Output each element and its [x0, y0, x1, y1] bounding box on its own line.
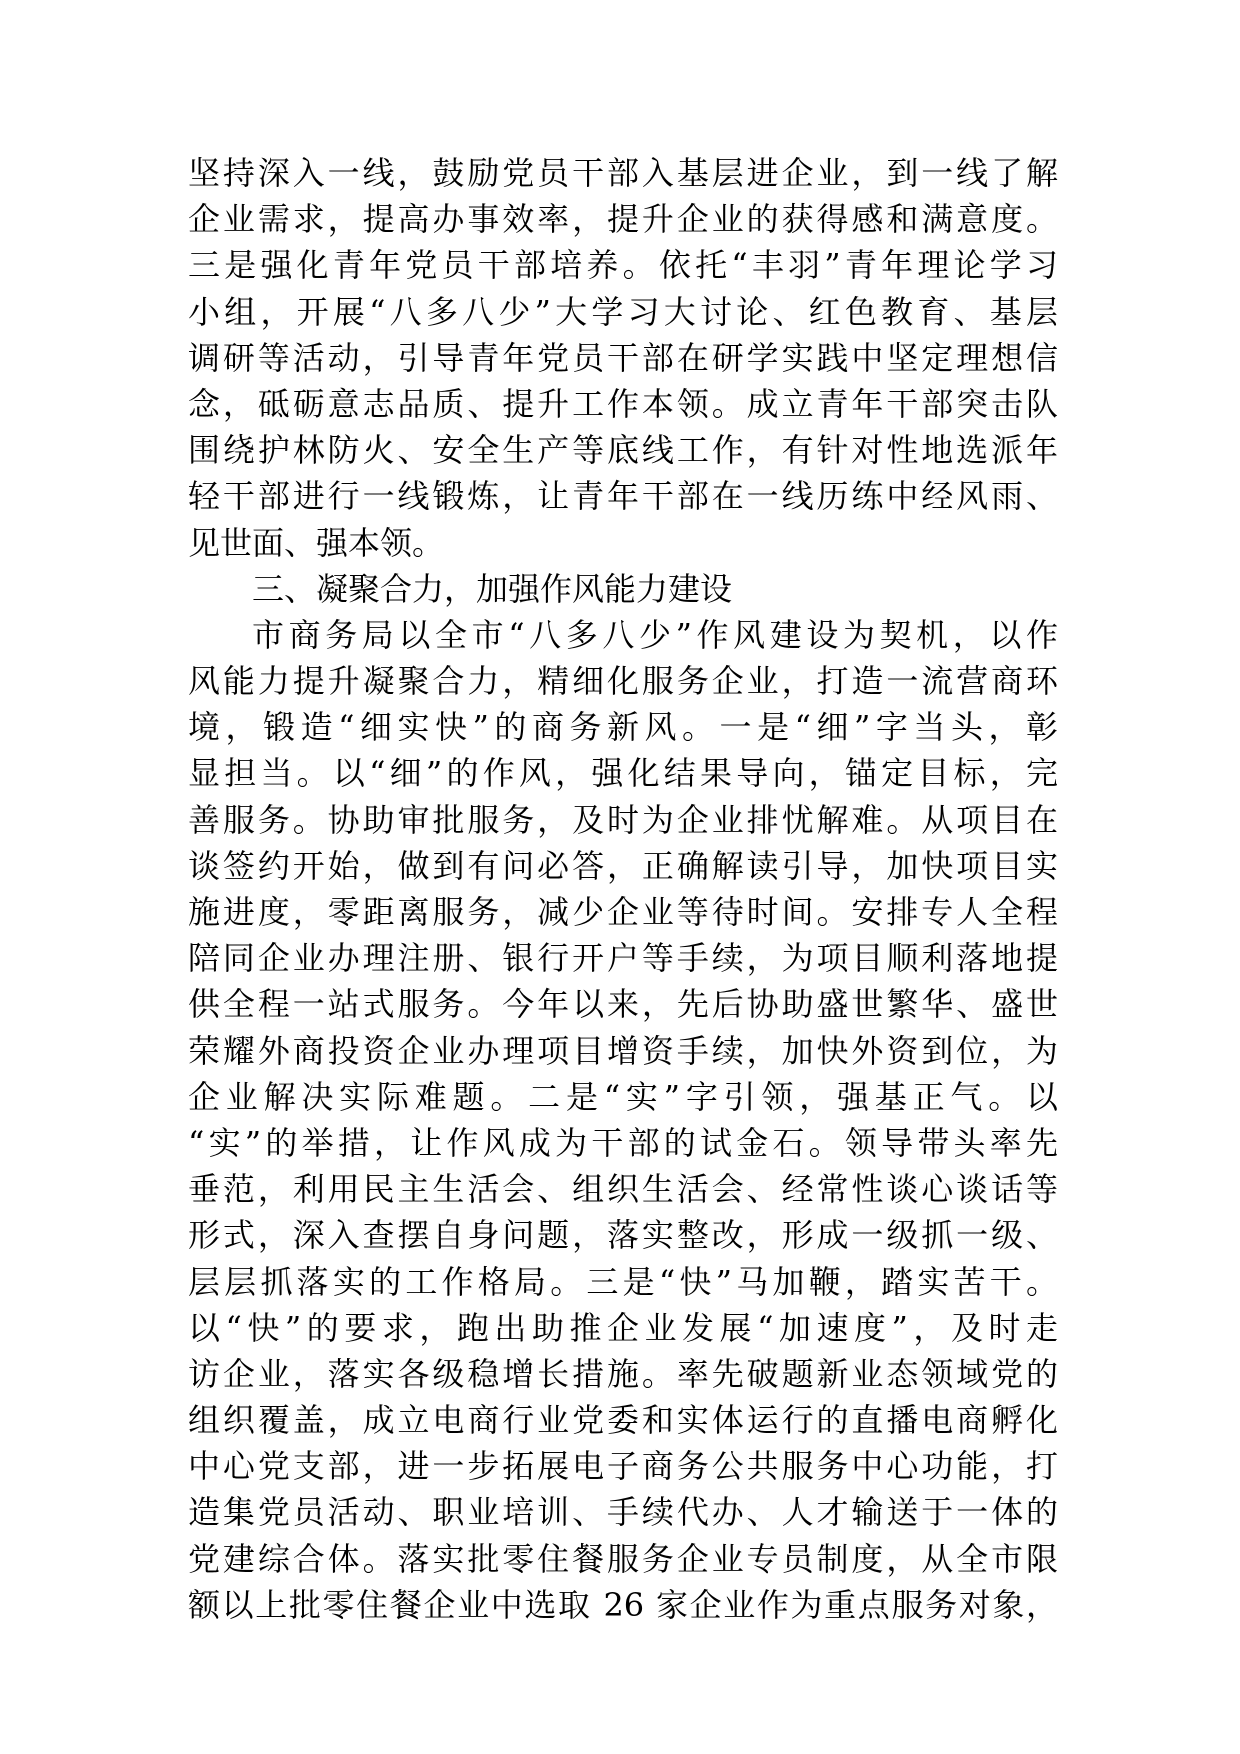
- text-line: 层层抓落实的工作格局。三是“快”马加鞭，踏实苦干。: [188, 1262, 1058, 1301]
- section-heading: 三、凝聚合力，加强作风能力建设: [252, 569, 733, 608]
- text-line: 垂范，利用民主生活会、组织生活会、经常性谈心谈话等: [188, 1170, 1058, 1209]
- text-line: 访企业，落实各级稳增长措施。率先破题新业态领域党的: [188, 1354, 1058, 1393]
- text-line: 三是强化青年党员干部培养。依托“丰羽”青年理论学习: [188, 246, 1058, 285]
- text-line: 施进度，零距离服务，减少企业等待时间。安排专人全程: [188, 893, 1058, 931]
- text-line: 围绕护林防火、安全生产等底线工作，有针对性地选派年: [188, 431, 1058, 470]
- text-line: 善服务。协助审批服务，及时为企业排忧解难。从项目在: [188, 800, 1058, 839]
- text-line: 企业需求，提高办事效率，提升企业的获得感和满意度。: [188, 200, 1058, 239]
- text-line: 风能力提升凝聚合力，精细化服务企业，打造一流营商环: [188, 662, 1058, 701]
- text-line: 调研等活动，引导青年党员干部在研学实践中坚定理想信: [188, 338, 1058, 377]
- text-line: 见世面、强本领。: [188, 523, 445, 562]
- text-line: 额以上批零住餐企业中选取 26 家企业作为重点服务对象，: [188, 1585, 1058, 1624]
- text-line: 显担当。以“细”的作风，强化结果导向，锚定目标，完: [188, 754, 1058, 793]
- text-line: 造集党员活动、职业培训、手续代办、人才输送于一体的: [188, 1493, 1058, 1532]
- text-line: 谈签约开始，做到有问必答，正确解读引导，加快项目实: [188, 846, 1058, 885]
- text-line: 小组，开展“八多八少”大学习大讨论、红色教育、基层: [188, 292, 1058, 331]
- text-line: “实”的举措，让作风成为干部的试金石。领导带头率先: [188, 1123, 1058, 1162]
- text-line: 境，锻造“细实快”的商务新风。一是“细”字当头，彰: [188, 708, 1058, 747]
- text-line: 企业解决实际难题。二是“实”字引领，强基正气。以: [188, 1077, 1058, 1116]
- text-line: 供全程一站式服务。今年以来，先后协助盛世繁华、盛世: [188, 985, 1058, 1024]
- document-body: [188, 150, 1058, 1628]
- text-line: 形式，深入查摆自身问题，落实整改，形成一级抓一级、: [188, 1216, 1058, 1255]
- text-line: 陪同企业办理注册、银行开户等手续，为项目顺利落地提: [188, 939, 1058, 978]
- text-line: 组织覆盖，成立电商行业党委和实体运行的直播电商孵化: [188, 1401, 1058, 1440]
- text-line: 中心党支部，进一步拓展电子商务公共服务中心功能，打: [188, 1447, 1058, 1486]
- text-line: 党建综合体。落实批零住餐服务企业专员制度，从全市限: [188, 1539, 1058, 1578]
- text-line: 念，砥砺意志品质、提升工作本领。成立青年干部突击队: [188, 384, 1058, 423]
- text-line: 轻干部进行一线锻炼，让青年干部在一线历练中经风雨、: [188, 477, 1058, 516]
- text-line: 以“快”的要求，跑出助推企业发展“加速度”，及时走: [188, 1308, 1058, 1347]
- text-line: 市商务局以全市“八多八少”作风建设为契机，以作: [252, 615, 1058, 654]
- text-line: 荣耀外商投资企业办理项目增资手续，加快外资到位，为: [188, 1031, 1058, 1070]
- text-line: 坚持深入一线，鼓励党员干部入基层进企业，到一线了解: [188, 154, 1058, 192]
